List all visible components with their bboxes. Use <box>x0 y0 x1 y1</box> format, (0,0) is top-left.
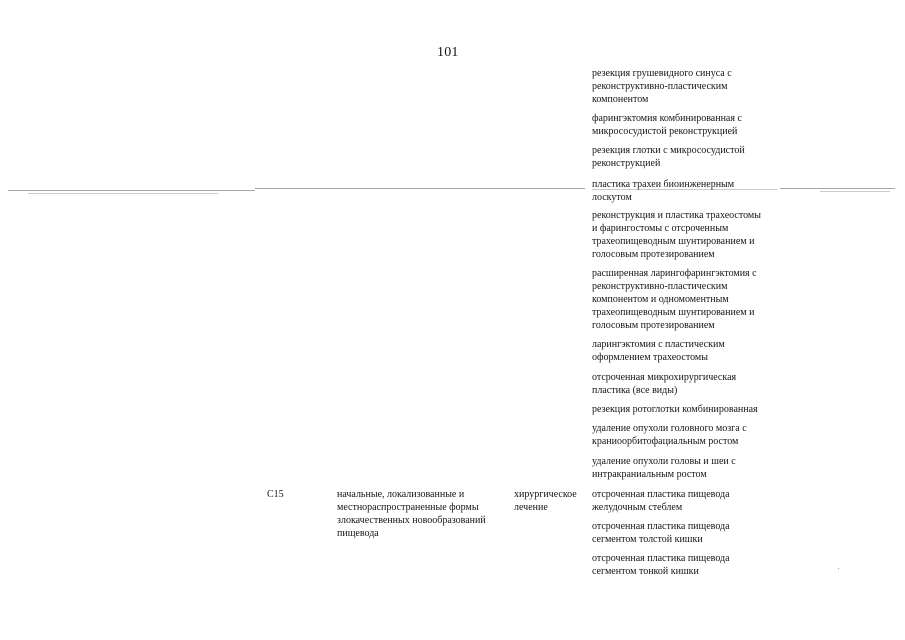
procedure-entry: реконструкция и пластика трахеостомы и фарингостомы с отсроченным трахеопищеводным шунтированием и голосовым протезированием <box>592 210 761 260</box>
procedure-entry: отсроченная пластика пищевода желудочным стеблем <box>592 489 730 513</box>
procedure-entry: пластика трахеи биоинженерным лоскутом <box>592 179 735 203</box>
treatment-type: хирургическое лечение <box>514 489 577 513</box>
scan-artifact-line <box>28 193 218 194</box>
procedure-entry: отсроченная пластика пищевода сегментом толстой кишки <box>592 521 730 545</box>
procedure-entry: отсроченная пластика пищевода сегментом тонкой кишки <box>592 553 730 577</box>
procedure-entry: отсроченная микрохирургическая пластика (все виды) <box>592 372 737 396</box>
procedure-entry: резекция грушевидного синуса с реконструктивно-пластическим компонентом <box>592 68 732 105</box>
procedure-entry: расширенная ларингофарингэктомия с реконструктивно-пластическим компонентом и одномоментным трахеопищеводным шунтированием и голосовым протезированием <box>592 268 757 331</box>
procedure-entry: резекция глотки с микрососудистой реконструкцией <box>592 145 745 169</box>
scan-artifact-line <box>780 188 895 189</box>
procedure-entry: фарингэктомия комбинированная с микрососудистой реконструкцией <box>592 113 742 137</box>
diagnosis-code: C15 <box>267 489 284 500</box>
diagnosis-description: начальные, локализованные и местнораспространенные формы злокачественных новообразований пищевода <box>337 489 486 539</box>
scan-artifact-line <box>8 190 255 191</box>
scan-speck <box>838 568 839 569</box>
procedure-entry: удаление опухоли головного мозга с краниоорбитофациальным ростом <box>592 423 747 447</box>
scan-artifact-line <box>255 188 585 189</box>
page-number: 101 <box>437 45 459 60</box>
procedure-entry: удаление опухоли головы и шеи с интракраниальным ростом <box>592 456 736 480</box>
procedure-entry: резекция ротоглотки комбинированная <box>592 404 758 415</box>
scan-artifact-line <box>820 191 890 192</box>
procedure-entry: ларингэктомия с пластическим оформлением трахеостомы <box>592 339 725 363</box>
